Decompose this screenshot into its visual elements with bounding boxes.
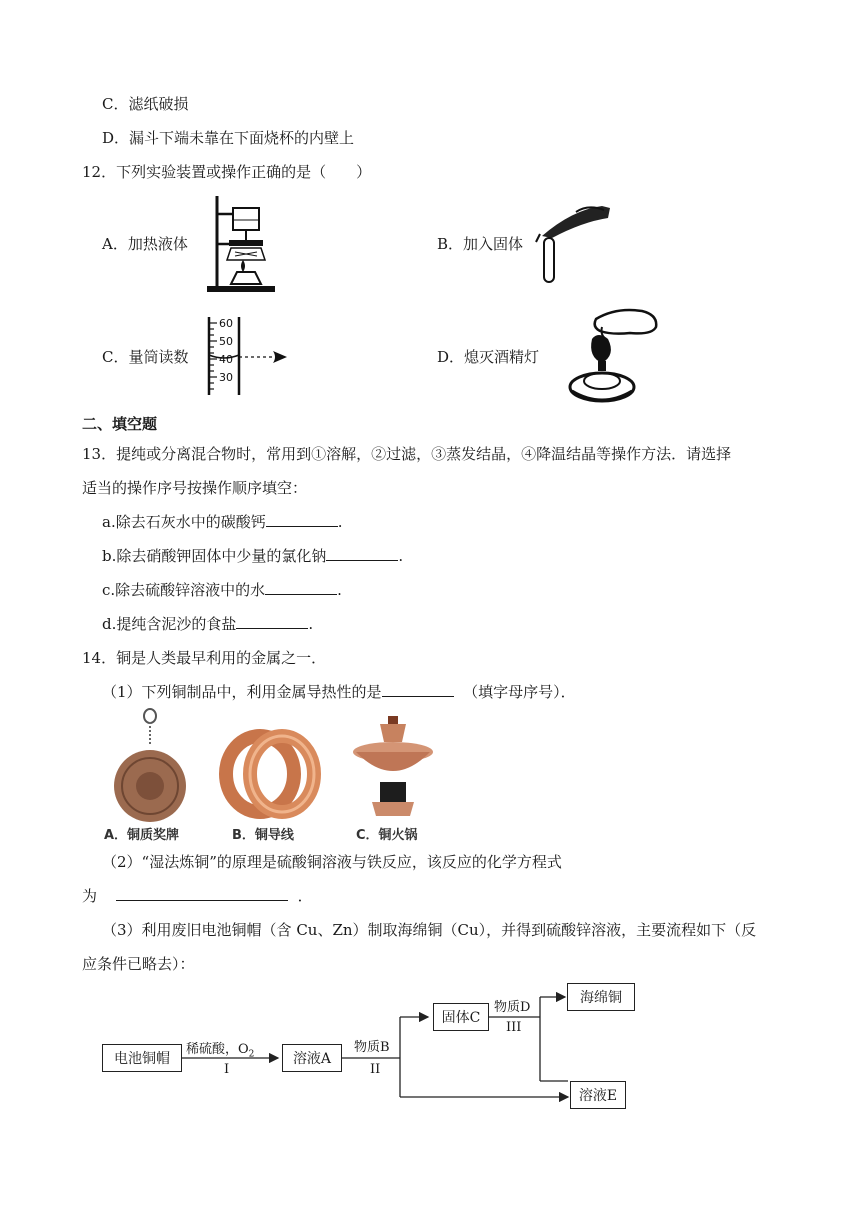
q13-item-c-text: c.除去硫酸锌溶液中的水 [102,581,266,599]
q13-item-a-text: a.除去石灰水中的碳酸钙 [102,513,266,531]
q14-part2-line2 [82,885,313,906]
flow-step-3: III [506,1020,522,1035]
q13-item-b [102,545,403,566]
q12-option-c: C．量筒读数 [102,348,189,366]
q14-part1-tail: （填字母序号）． [463,683,576,701]
q14-part2-prefix: 为 [82,887,98,905]
q11-option-c: C．滤纸破损 [102,95,189,113]
copper-medal-image [110,708,200,830]
cylinder-tick-50: 50 [219,335,233,348]
flow-reagent-1-sub: 2 [248,1049,255,1060]
q14-blank-1[interactable] [382,682,454,697]
flow-solution-e-box: 溶液E [570,1081,626,1109]
q13-item-d [102,613,313,634]
q11-option-d: D．漏斗下端未靠在下面烧杯的内壁上 [102,129,355,147]
q14-part1 [102,681,576,702]
copper-wire-image [218,722,322,826]
q13-blank-c[interactable] [265,580,337,595]
q12-stem: 12．下列实验装置或操作正确的是（ ） [82,163,372,181]
q13-period-c: . [337,581,342,599]
copper-hotpot-image [350,712,436,828]
q13-period-a: . [337,513,343,531]
q14-part3-line1: （3）利用废旧电池铜帽（含 Cu、Zn）制取海绵铜（Cu），并得到硫酸锌溶液，主要流程如下（反 [102,921,757,939]
flow-solid-c-box: 固体C [433,1003,489,1031]
flow-start-box: 电池铜帽 [102,1044,182,1072]
q12-option-a: A．加热液体 [102,235,188,253]
q14-part1-text: （1）下列铜制品中，利用金属导热性的是 [102,683,382,701]
q12-option-b: B．加入固体 [437,235,524,253]
flow-product-box: 海绵铜 [567,983,635,1011]
flow-reagent-1 [186,1038,254,1060]
q13-item-c [102,579,342,600]
flow-reagent-1-text: 稀硫酸，O [186,1042,249,1057]
flow-reagent-3: 物质D [494,1000,531,1015]
q13-stem-line1: 13．提纯或分离混合物时，常用到①溶解，②过滤，③蒸发结晶，④降温结晶等操作方法．请选择 [82,445,732,463]
q14-stem: 14．铜是人类最早利用的金属之一． [82,649,327,667]
q14-part3-line2: 应条件已略去）： [82,955,195,973]
q13-blank-b[interactable] [326,546,398,561]
adding-solid-figure [532,198,612,292]
q13-stem-line2: 适当的操作序号按操作顺序填空： [82,479,308,497]
q13-period-b: . [398,547,404,565]
caption-b: B．铜导线 [232,828,294,843]
cylinder-tick-30: 30 [219,371,233,384]
q13-blank-a[interactable] [266,512,338,527]
q14-part2-end: ． [297,887,313,905]
cylinder-tick-60: 60 [219,317,233,330]
caption-a: A．铜质奖牌 [104,828,180,843]
flow-solution-a-box: 溶液A [282,1044,342,1072]
flow-step-1: I [224,1062,230,1077]
q12-option-d: D．熄灭酒精灯 [437,348,540,366]
q13-blank-d[interactable] [236,614,308,629]
flow-reagent-2: 物质B [354,1040,390,1055]
q14-blank-2[interactable] [116,886,288,901]
q13-item-a [102,511,343,532]
q13-item-b-text: b.除去硝酸钾固体中少量的氯化钠 [102,547,327,565]
cylinder-tick-40: 40 [219,353,233,366]
heating-liquid-figure [203,192,278,294]
extinguish-lamp-figure [566,305,660,409]
q13-period-d: . [308,615,314,633]
cylinder-reading-figure [203,315,289,397]
q14-part2-line1: （2）“湿法炼铜”的原理是硫酸铜溶液与铁反应，该反应的化学方程式 [102,853,562,871]
caption-c: C．铜火锅 [356,828,418,843]
section-title: 二、填空题 [82,415,158,433]
q13-item-d-text: d.提纯含泥沙的食盐 [102,615,237,633]
flow-step-2: II [370,1062,381,1077]
